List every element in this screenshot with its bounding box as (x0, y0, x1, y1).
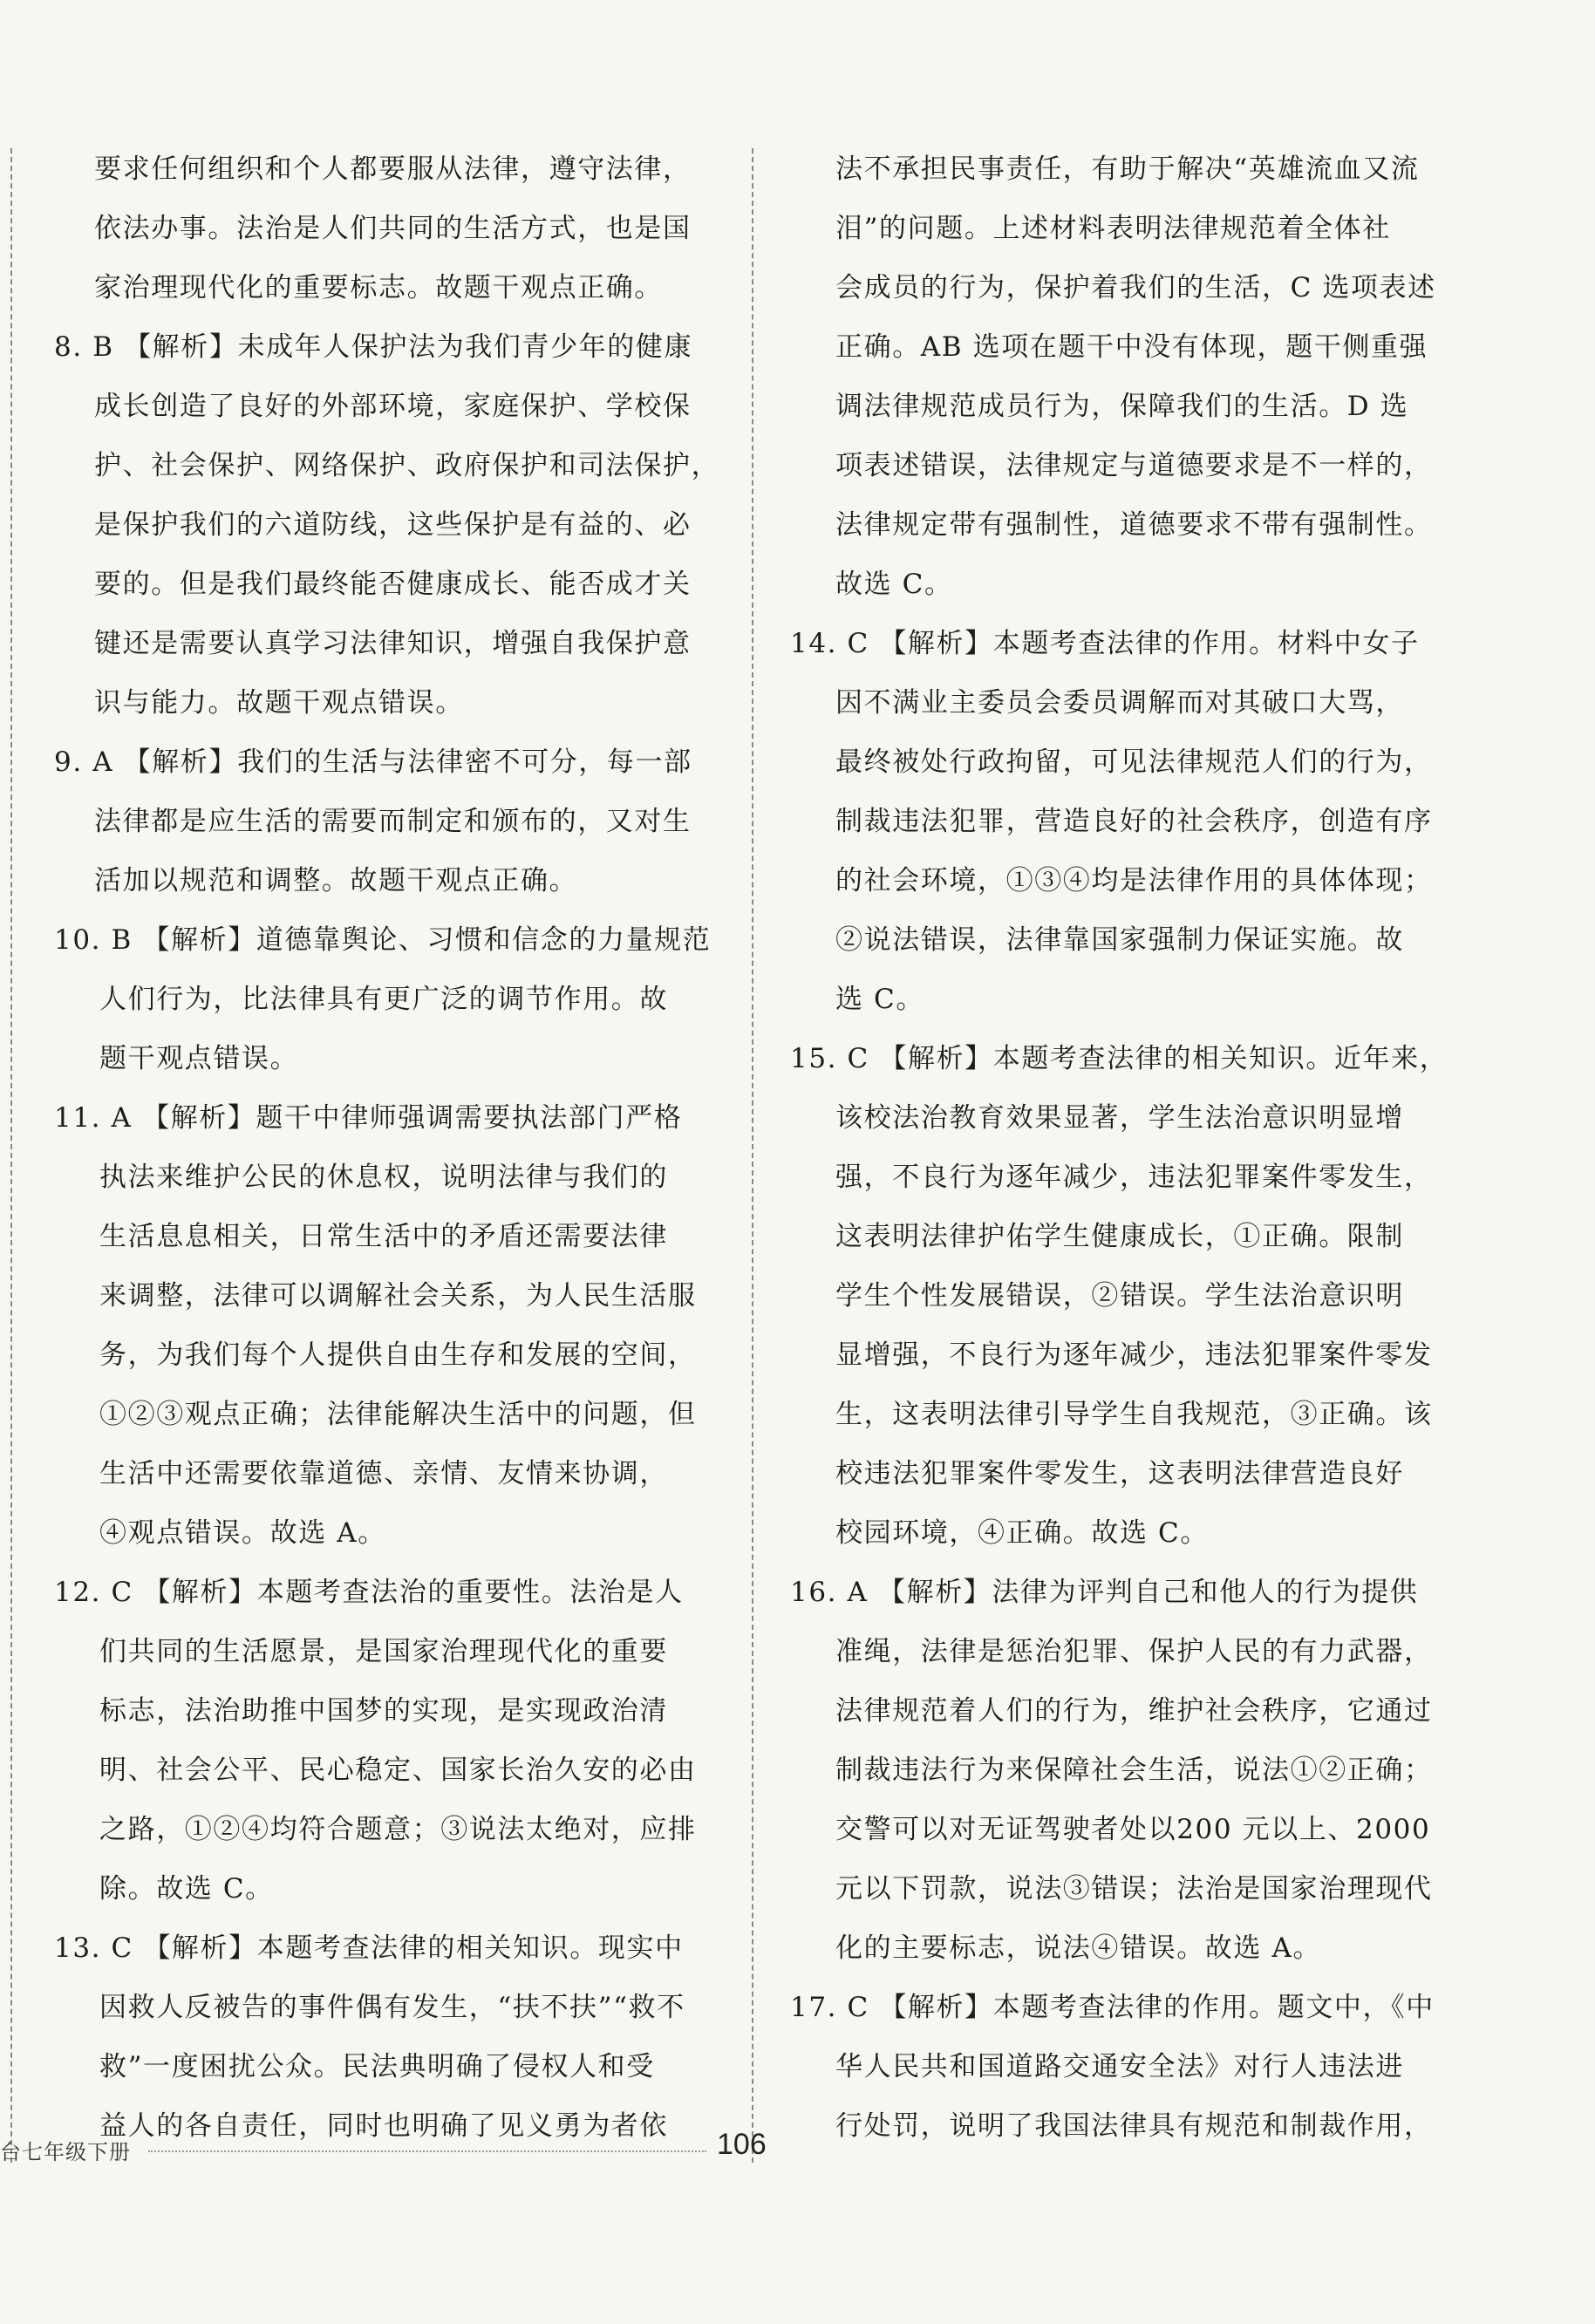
text-line: 生活中还需要依靠道德、亲情、友情来协调， (99, 1458, 668, 1489)
text-line: 因救人反被告的事件偶有发生，“扶不扶”“救不 (99, 1992, 685, 2023)
text-line: 是保护我们的六道防线，这些保护是有益的、必 (94, 509, 692, 541)
text-line: 益人的各自责任，同时也明确了见义勇为者依 (99, 2110, 668, 2142)
text-line: 正确。AB 选项在题干中没有体现，题干侧重强 (835, 331, 1428, 363)
left-cut-line (10, 148, 12, 2163)
text-line: 交警可以对无证驾驶者处以200 元以上、2000 (835, 1814, 1431, 1845)
text-line: 之路，①②④均符合题意；③说法太绝对，应排 (99, 1814, 697, 1845)
text-line: 华人民共和国道路交通安全法》对行人违法进 (835, 2051, 1404, 2082)
text-line: 生，这表明法律引导学生自我规范，③正确。该 (835, 1399, 1433, 1430)
text-line: 法律规范着人们的行为，维护社会秩序，它通过 (835, 1695, 1433, 1727)
text-line: 最终被处行政拘留，可见法律规范人们的行为， (835, 746, 1433, 778)
left-text-column (54, 140, 720, 2156)
text-line: 调法律规范成员行为，保障我们的生活。D 选 (835, 391, 1409, 422)
answer-14-line: 14. C 【解析】本题考查法律的作用。材料中女子 (790, 628, 1420, 659)
text-line: 校违法犯罪案件零发生，这表明法律营造良好 (835, 1458, 1404, 1489)
book-title-label: 台七年级下册 (0, 2141, 131, 2164)
text-line: 故选 C。 (835, 569, 953, 600)
text-line: 因不满业主委员会委员调解而对其破口大骂， (835, 687, 1404, 719)
text-line: 制裁违法犯罪，营造良好的社会秩序，创造有序 (835, 806, 1433, 837)
text-line: 成长创造了良好的外部环境，家庭保护、学校保 (94, 391, 692, 422)
answer-13-line: 13. C 【解析】本题考查法律的相关知识。现实中 (54, 1932, 684, 1964)
footer-dotted-leader (148, 2150, 706, 2152)
text-line: 法律规定带有强制性，道德要求不带有强制性。 (835, 509, 1433, 541)
text-line: 明、社会公平、民心稳定、国家长治久安的必由 (99, 1755, 697, 1786)
text-line: 人们行为，比法律具有更广泛的调节作用。故 (99, 984, 668, 1015)
text-line: 键还是需要认真学习法律知识，增强自我保护意 (94, 628, 692, 659)
text-line: 会成员的行为，保护着我们的生活，C 选项表述 (835, 272, 1436, 303)
text-line: 的社会环境，①③④均是法律作用的具体体现； (835, 865, 1433, 896)
text-line: 要的。但是我们最终能否健康成长、能否成才关 (94, 569, 692, 600)
answer-15-line: 15. C 【解析】本题考查法律的相关知识。近年来， (790, 1043, 1448, 1074)
answer-12-line: 12. C 【解析】本题考查法治的重要性。法治是人 (54, 1577, 684, 1608)
text-line: 们共同的生活愿景，是国家治理现代化的重要 (99, 1636, 668, 1667)
text-line: 准绳，法律是惩治犯罪、保护人民的有力武器， (835, 1636, 1433, 1667)
answer-16-line: 16. A 【解析】法律为评判自己和他人的行为提供 (790, 1577, 1419, 1608)
text-line: 行处罚，说明了我国法律具有规范和制裁作用， (835, 2110, 1433, 2142)
text-line: 化的主要标志，说法④错误。故选 A。 (835, 1932, 1322, 1964)
text-line: 依法办事。法治是人们共同的生活方式，也是国 (94, 213, 692, 244)
text-line: ②说法错误，法律靠国家强制力保证实施。故 (835, 924, 1404, 956)
text-line: 该校法治教育效果显著，学生法治意识明显增 (835, 1102, 1404, 1134)
text-line: 法律都是应生活的需要而制定和颁布的，又对生 (94, 806, 692, 837)
text-line: 来调整，法律可以调解社会关系，为人民生活服 (99, 1280, 697, 1312)
text-line: 强，不良行为逐年减少，违法犯罪案件零发生， (835, 1162, 1433, 1193)
text-line: ④观点错误。故选 A。 (99, 1517, 386, 1549)
text-line: 执法来维护公民的休息权，说明法律与我们的 (99, 1162, 668, 1193)
text-line: 法不承担民事责任，有助于解决“英雄流血又流 (835, 153, 1420, 185)
text-line: 题干观点错误。 (99, 1043, 299, 1074)
text-line: ①②③观点正确；法律能解决生活中的问题，但 (99, 1399, 697, 1430)
text-line: 除。故选 C。 (99, 1873, 274, 1905)
right-text-column (790, 140, 1453, 2156)
page-footer (0, 2121, 1595, 2173)
text-line: 要求任何组织和个人都要服从法律，遵守法律， (94, 153, 692, 185)
text-line: 生活息息相关，日常生活中的矛盾还需要法律 (99, 1221, 668, 1252)
text-line: 活加以规范和调整。故题干观点正确。 (94, 865, 578, 896)
page-number: 106 (717, 2128, 767, 2161)
text-line: 识与能力。故题干观点错误。 (94, 687, 464, 719)
text-line: 标志，法治助推中国梦的实现，是实现政治清 (99, 1695, 668, 1727)
answer-11-line: 11. A 【解析】题干中律师强调需要执法部门严格 (54, 1102, 683, 1134)
text-line: 元以下罚款，说法③错误；法治是国家治理现代 (835, 1873, 1433, 1905)
text-line: 这表明法律护佑学生健康成长，①正确。限制 (835, 1221, 1404, 1252)
text-line: 家治理现代化的重要标志。故题干观点正确。 (94, 272, 663, 303)
text-line: 显增强，不良行为逐年减少，违法犯罪案件零发 (835, 1339, 1433, 1371)
text-line: 护、社会保护、网络保护、政府保护和司法保护， (94, 450, 720, 481)
text-line: 校园环境，④正确。故选 C。 (835, 1517, 1209, 1549)
text-line: 救”一度困扰公众。民法典明确了侵权人和受 (99, 2051, 655, 2082)
text-line: 选 C。 (835, 984, 924, 1015)
answer-17-line: 17. C 【解析】本题考查法律的作用。题文中，《中 (790, 1992, 1435, 2023)
answer-10-line: 10. B 【解析】道德靠舆论、习惯和信念的力量规范 (54, 924, 712, 956)
answer-8-line: 8. B 【解析】未成年人保护法为我们青少年的健康 (54, 331, 693, 363)
center-cut-line (752, 148, 753, 2163)
text-line: 项表述错误，法律规定与道德要求是不一样的， (835, 450, 1433, 481)
text-line: 制裁违法行为来保障社会生活，说法①②正确； (835, 1755, 1433, 1786)
answer-9-line: 9. A 【解析】我们的生活与法律密不可分，每一部 (54, 746, 692, 778)
text-line: 务，为我们每个人提供自由生存和发展的空间， (99, 1339, 697, 1371)
text-line: 学生个性发展错误，②错误。学生法治意识明 (835, 1280, 1404, 1312)
text-line: 泪”的问题。上述材料表明法律规范着全体社 (835, 213, 1391, 244)
